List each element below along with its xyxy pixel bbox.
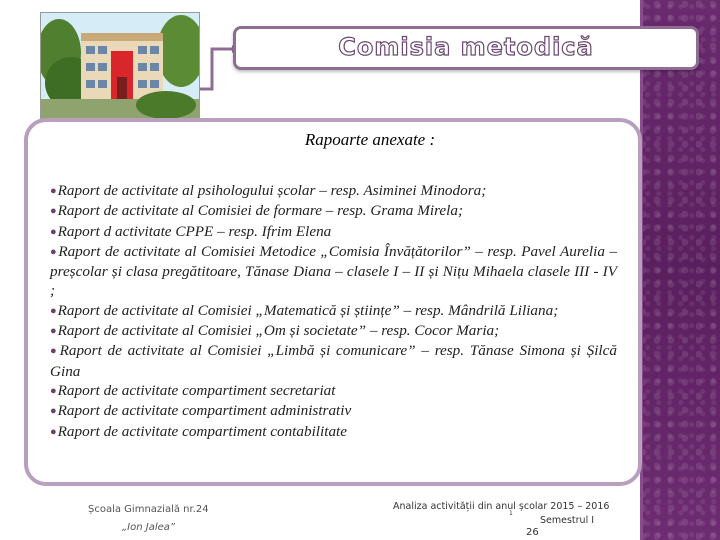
footer-school [88,501,238,537]
school-name: Școala Gimnazială nr.24 [88,504,209,515]
footer-report-info [393,501,610,538]
list-item: ●Raport de activitate al Comisiei Metodice „Comisia Învățătorilor” – resp. Pavel Aurelia – preșcolar și clasa pregătitoare, Tănase Diana – clasele I – II și Nițu Mihaela clasele III - IV ; [50,242,617,300]
list-item: ●Raport d activitate CPPE – resp. Ifrim Elena [50,222,332,240]
circle-bullet-icon: ● [50,245,58,258]
list-item: ●Raport de activitate al Comisiei „Limbă și comunicare” – resp. Tănase Simona și Șilcă Gina [50,342,617,380]
list-item: ●Raport de activitate al Comisiei de formare – resp. Grama Mirela; [50,202,464,220]
report-list [50,181,617,442]
page-title: Comisia metodică [338,33,594,61]
section-subtitle: Rapoarte anexate : [304,130,436,149]
connector-arrow [198,45,238,91]
school-building-photo [40,12,200,122]
list-item: ●Raport de activitate al psihologului școlar – resp. Asiminei Minodora; [50,182,487,199]
side-decorative-band [640,0,720,540]
title-box [233,26,699,70]
school-patron: „Ion Jalea” [122,522,176,533]
circle-bullet-icon: ● [50,384,57,397]
list-item: ●Raport de activitate al Comisiei „Om și societate” – resp. Cocor Maria; [50,322,500,340]
list-item: ●Raport de activitate al Comisiei „Matematică și științe” – resp. Mândrilă Liliana; [50,301,559,319]
circle-bullet-icon: ● [50,205,57,218]
circle-bullet-icon: ● [50,325,57,338]
list-item: ●Raport de activitate compartiment secretariat [50,381,336,399]
semester-label: Semestrul I [540,515,595,526]
circle-bullet-icon: ● [50,185,57,197]
circle-bullet-icon: ● [50,405,57,418]
circle-bullet-icon: ● [50,345,59,358]
footnote-mark: 1 [509,510,513,517]
list-item: ●Raport de activitate compartiment administrativ [50,402,352,420]
list-item: ●Raport de activitate compartiment contabilitate [50,422,348,440]
circle-bullet-icon: ● [50,425,57,438]
page-number: 26 [526,527,539,538]
circle-bullet-icon: ● [50,225,57,238]
circle-bullet-icon: ● [50,304,57,317]
report-title: Analiza activității din anul școlar 2015 – 2016 [393,501,610,512]
